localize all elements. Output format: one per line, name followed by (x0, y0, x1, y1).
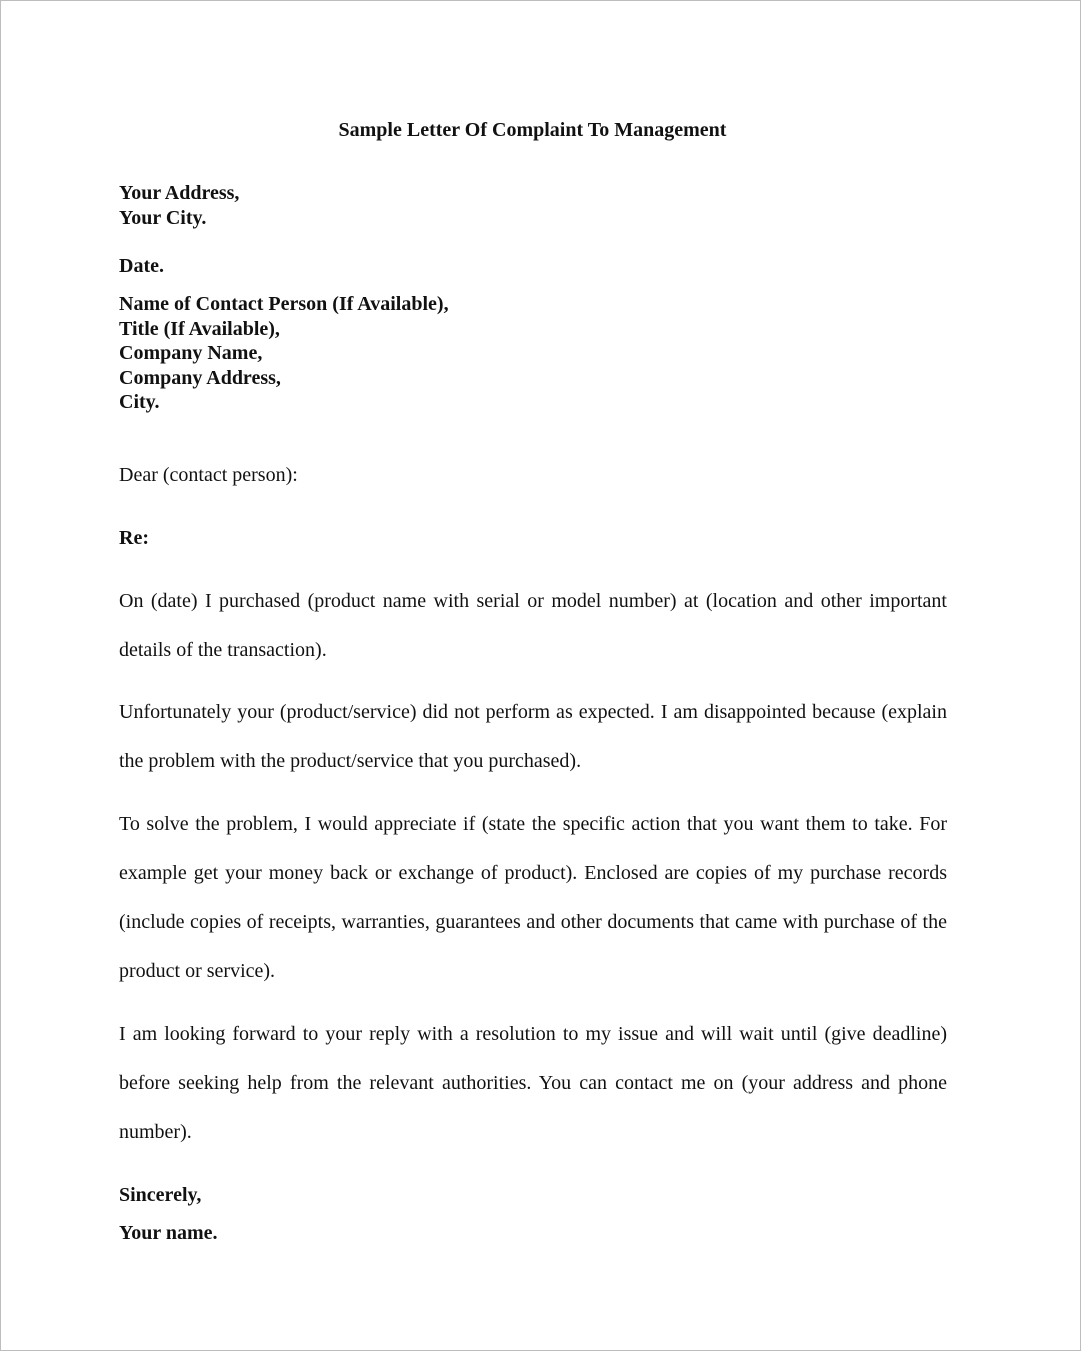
paragraph-problem: Unfortunately your (product/service) did not perform as expected. I am disappointed because (explain the problem with the product/service that you purchased). (119, 701, 947, 772)
sender-city: Your City. (119, 206, 207, 229)
paragraph-purchase: On (date) I purchased (product name with serial or model number) at (location and other important details of the transaction). (119, 590, 947, 661)
recipient-city: City. (119, 391, 160, 413)
recipient-block (119, 292, 947, 415)
re-line: Re: (119, 527, 149, 549)
recipient-company-address: Company Address, (119, 366, 281, 389)
letter-title: Sample Letter Of Complaint To Management (338, 119, 727, 141)
closing: Sincerely, (119, 1184, 202, 1206)
salutation: Dear (contact person): (119, 464, 298, 486)
paragraph-deadline: I am looking forward to your reply with a resolution to my issue and will wait until (give deadline) before seeking help from the relevant authorities. You can contact me on (your address and phone number). (119, 1023, 947, 1143)
recipient-contact: Name of Contact Person (If Available), (119, 293, 449, 315)
paragraph-resolution: To solve the problem, I would appreciate if (state the specific action that you want them to take. For example get your money back or exchange of product). Enclosed are copies of my purchase records (include copies of receipts, warranties, guarantees and other documents that came with purchase of the product or service). (119, 813, 947, 982)
sender-address-block (119, 181, 947, 230)
recipient-company: Company Name, (119, 342, 263, 364)
sender-address: Your Address, (119, 182, 240, 204)
date-text: Date. (119, 255, 164, 277)
recipient-title: Title (If Available), (119, 317, 280, 340)
date-line (119, 254, 947, 279)
signature: Your name. (119, 1222, 218, 1244)
